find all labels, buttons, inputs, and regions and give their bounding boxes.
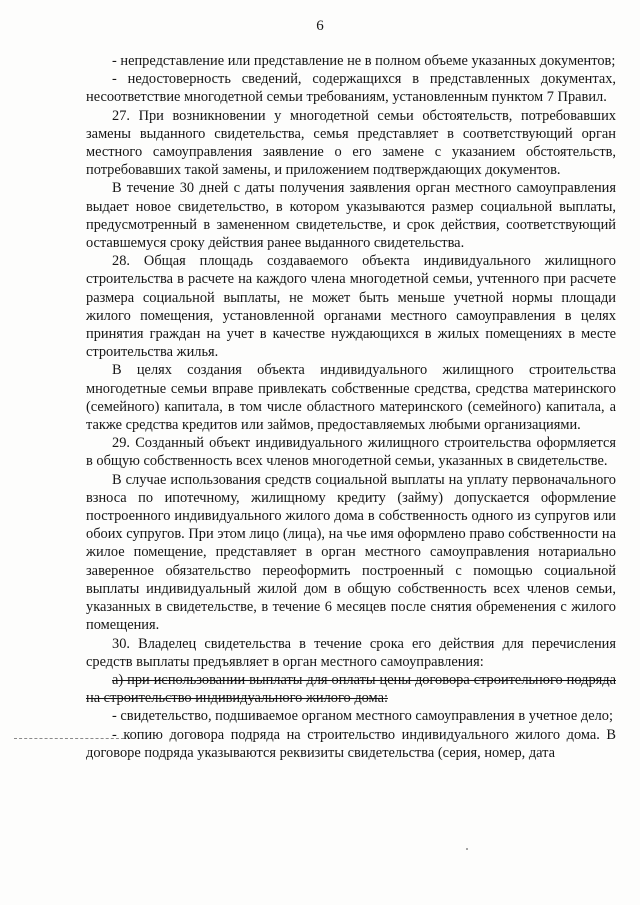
paragraph-certificate-item: - свидетельство, подшиваемое органом местного самоуправления в учетное дело; [112,708,613,725]
page-number: 6 [316,18,324,34]
paragraph-30: 30. Владелец свидетельства в течение срока его действия для перечисления средств выплаты предъявляет в орган местного самоуправления: [86,635,616,670]
paragraph-contract-copy: - копию договора подряда на строительство индивидуального жилого дома. В договоре подряда указываются реквизиты свидетельства (серия, номер, дата [86,726,616,761]
margin-dash-line [14,738,124,739]
paragraph-28: 28. Общая площадь создаваемого объекта индивидуального жилищного строительства в расчете на каждого члена многодетной семьи, учтенного при расчете размера социальной выплаты, не может быть меньше учетной нормы площади жилого помещения, установленной органами местного самоуправления в целях принятия граждан на учет в качестве нуждающихся в жилых помещениях в месте строительства жилья. [86,253,616,361]
paragraph-nonsubmission: - непредставление или представление не в полном объеме указанных документов; [112,53,616,69]
paragraph-30-a-struck: а) при использовании выплаты для оплаты цены договора строительного подряда на строительство индивидуального жилого дома: [86,671,616,707]
document-body [86,52,616,762]
paragraph-27-new-certificate: В течение 30 дней с даты получения заявления орган местного самоуправления выдает новое свидетельство, в котором указываются размер социальной выплаты, предусмотренный в замененном свидетельстве, и срок действия, соответствующий оставшемуся сроку действия ранее выданного свидетельства. [86,180,616,252]
scan-speck [466,848,468,850]
paragraph-29-mortgage: В случае использования средств социальной выплаты на уплату первоначального взноса по ипотечному, жилищному кредиту (займу) допускается оформление построенного индивидуального жилого дома в собственность одного из супругов или обоих супругов. При этом лицо (лица), на чье имя оформлено право собственности на жилое помещение, представляет в орган местного самоуправления нотариально заверенное обязательство переоформить построенный с помощью социальной выплаты индивидуальный жилой дом в общую собственность всех членов семьи, указанных в свидетельстве, в течение 6 месяцев после снятия обременения с жилого помещения. [86,471,616,634]
paragraph-29: 29. Созданный объект индивидуального жилищного строительства оформляется в общую собственность всех членов многодетной семьи, указанных в свидетельстве. [86,435,616,470]
paragraph-28-funding: В целях создания объекта индивидуального жилищного строительства многодетные семьи вправе привлекать собственные средства, средства материнского (семейного) капитала, в том числе областного материнского (семейного) капитала, а также средства кредитов или займов, предоставляемых любыми организациями. [86,362,616,434]
paragraph-27: 27. При возникновении у многодетной семьи обстоятельств, потребовавших замены выданного свидетельства, семья представляет в соответствующий орган местного самоуправления заявление о его замене с указанием обстоятельств, потребовавших такой замены, и приложением подтверждающих документов. [86,107,616,179]
paragraph-inaccuracy: - недостоверность сведений, содержащихся в представленных документах, несоответствие многодетной семьи требованиям, установленным пунктом 7 Правил. [86,71,616,106]
